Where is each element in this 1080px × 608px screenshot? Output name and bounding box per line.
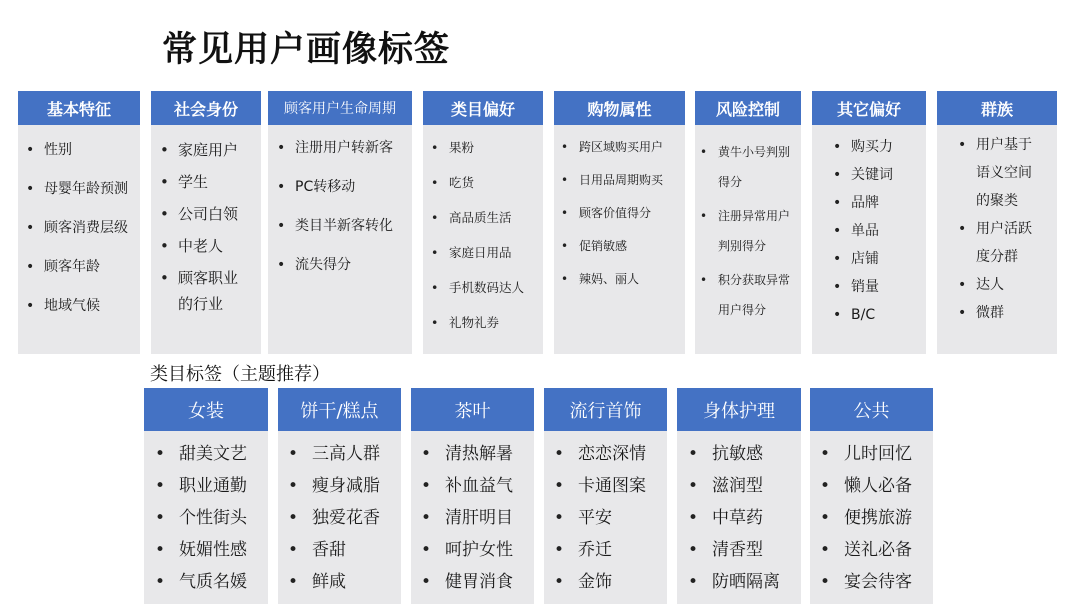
card-header: 基本特征: [18, 91, 140, 125]
card-header: 流行首饰: [544, 388, 667, 431]
list-item: • 健胃消食: [445, 566, 534, 598]
list-item: • 高品质生活: [449, 207, 543, 242]
list-item: • 微群: [976, 299, 1045, 327]
list-item: • 日用品周期购买: [579, 170, 685, 203]
list-item: • 购买力: [851, 136, 926, 164]
list-item: • 懒人必备: [844, 470, 933, 502]
card-header: 群族: [937, 91, 1057, 125]
card-category-preference: [423, 91, 543, 354]
list-item: • 职业通勤: [179, 470, 268, 502]
card-public: [810, 388, 933, 604]
card-tea: [411, 388, 534, 604]
card-header: 公共: [810, 388, 933, 431]
list-item: • 果粉: [449, 137, 543, 172]
list-item: • 乔迁: [578, 534, 667, 566]
list-item: • 店铺: [851, 248, 926, 276]
list-item: • 地域气候: [44, 295, 140, 334]
card-header: 茶叶: [411, 388, 534, 431]
list-item: • 金饰: [578, 566, 667, 598]
list-item: • 顾客年龄: [44, 256, 140, 295]
card-header: 饼干/糕点: [278, 388, 401, 431]
list-item: • 清香型: [712, 534, 801, 566]
list-item: • 便携旅游: [844, 502, 933, 534]
list-item: • 香甜: [312, 534, 401, 566]
list-item: • PC转移动: [295, 176, 412, 215]
list-item: • 注册异常用户判别得分: [718, 201, 791, 261]
card-other-preferences: [812, 91, 926, 354]
card-risk-control: [695, 91, 801, 354]
list-item: • 用户基于语义空间的聚类: [976, 131, 1045, 215]
list-item: • 甜美文艺: [179, 438, 268, 470]
list-item: • 清热解暑: [445, 438, 534, 470]
list-item: • 黄牛小号判别得分: [718, 137, 791, 197]
list-item: • 顾客价值得分: [579, 203, 685, 236]
list-item: • 性别: [44, 139, 140, 178]
page-title: 常见用户画像标签: [162, 30, 451, 70]
list-item: • 学生: [178, 169, 253, 195]
list-item: • 类目半新客转化: [295, 215, 412, 254]
card-jewelry: [544, 388, 667, 604]
list-item: • 抗敏感: [712, 438, 801, 470]
list-item: • 品牌: [851, 192, 926, 220]
list-item: • 送礼必备: [844, 534, 933, 566]
list-item: • B/C: [851, 304, 926, 332]
list-item: • 跨区域购买用户: [579, 137, 685, 170]
list-item: • 流失得分: [295, 254, 412, 293]
list-item: • 补血益气: [445, 470, 534, 502]
card-header: 类目偏好: [423, 91, 543, 125]
card-womens-clothing: [144, 388, 268, 604]
list-item: • 达人: [976, 271, 1045, 299]
card-header: 顾客用户生命周期: [268, 91, 412, 125]
list-item: • 注册用户转新客: [295, 137, 412, 176]
list-item: • 销量: [851, 276, 926, 304]
list-item: • 个性街头: [179, 502, 268, 534]
card-header: 身体护理: [677, 388, 801, 431]
list-item: • 积分获取异常用户得分: [718, 265, 791, 325]
list-item: • 鲜咸: [312, 566, 401, 598]
list-item: • 顾客职业的行业: [178, 265, 250, 317]
list-item: • 平安: [578, 502, 667, 534]
list-item: • 单品: [851, 220, 926, 248]
list-item: • 家庭日用品: [449, 242, 543, 277]
list-item: • 公司白领: [178, 201, 253, 227]
section-subtitle: 类目标签（主题推荐）: [150, 364, 330, 385]
list-item: • 中草药: [712, 502, 801, 534]
card-header: 社会身份: [151, 91, 261, 125]
list-item: • 辣妈、丽人: [579, 269, 685, 302]
list-item: • 瘦身减脂: [312, 470, 401, 502]
card-social-identity: [151, 91, 261, 354]
card-header: 风险控制: [695, 91, 801, 125]
list-item: • 关键词: [851, 164, 926, 192]
list-item: • 宴会待客: [844, 566, 933, 598]
card-header: 其它偏好: [812, 91, 926, 125]
list-item: • 卡通图案: [578, 470, 667, 502]
list-item: • 手机数码达人: [449, 277, 543, 312]
list-item: • 呵护女性: [445, 534, 534, 566]
list-item: • 防晒隔离: [712, 566, 801, 598]
card-header: 购物属性: [554, 91, 685, 125]
list-item: • 顾客消费层级: [44, 217, 140, 256]
card-lifecycle: [268, 91, 412, 354]
list-item: • 妩媚性感: [179, 534, 268, 566]
card-body-care: [677, 388, 801, 604]
list-item: • 清肝明目: [445, 502, 534, 534]
list-item: • 气质名媛: [179, 566, 268, 598]
list-item: • 三高人群: [312, 438, 401, 470]
card-groups: [937, 91, 1057, 354]
card-biscuits-pastry: [278, 388, 401, 604]
list-item: • 促销敏感: [579, 236, 685, 269]
list-item: • 中老人: [178, 233, 253, 259]
card-shopping-attributes: [554, 91, 685, 354]
list-item: • 滋润型: [712, 470, 801, 502]
list-item: • 家庭用户: [178, 137, 253, 163]
card-basic-features: [18, 91, 140, 354]
card-header: 女装: [144, 388, 268, 431]
list-item: • 用户活跃度分群: [976, 215, 1045, 271]
list-item: • 吃货: [449, 172, 543, 207]
list-item: • 儿时回忆: [844, 438, 933, 470]
list-item: • 独爱花香: [312, 502, 401, 534]
list-item: • 母婴年龄预测: [44, 178, 140, 217]
list-item: • 礼物礼券: [449, 312, 543, 347]
list-item: • 恋恋深情: [578, 438, 667, 470]
